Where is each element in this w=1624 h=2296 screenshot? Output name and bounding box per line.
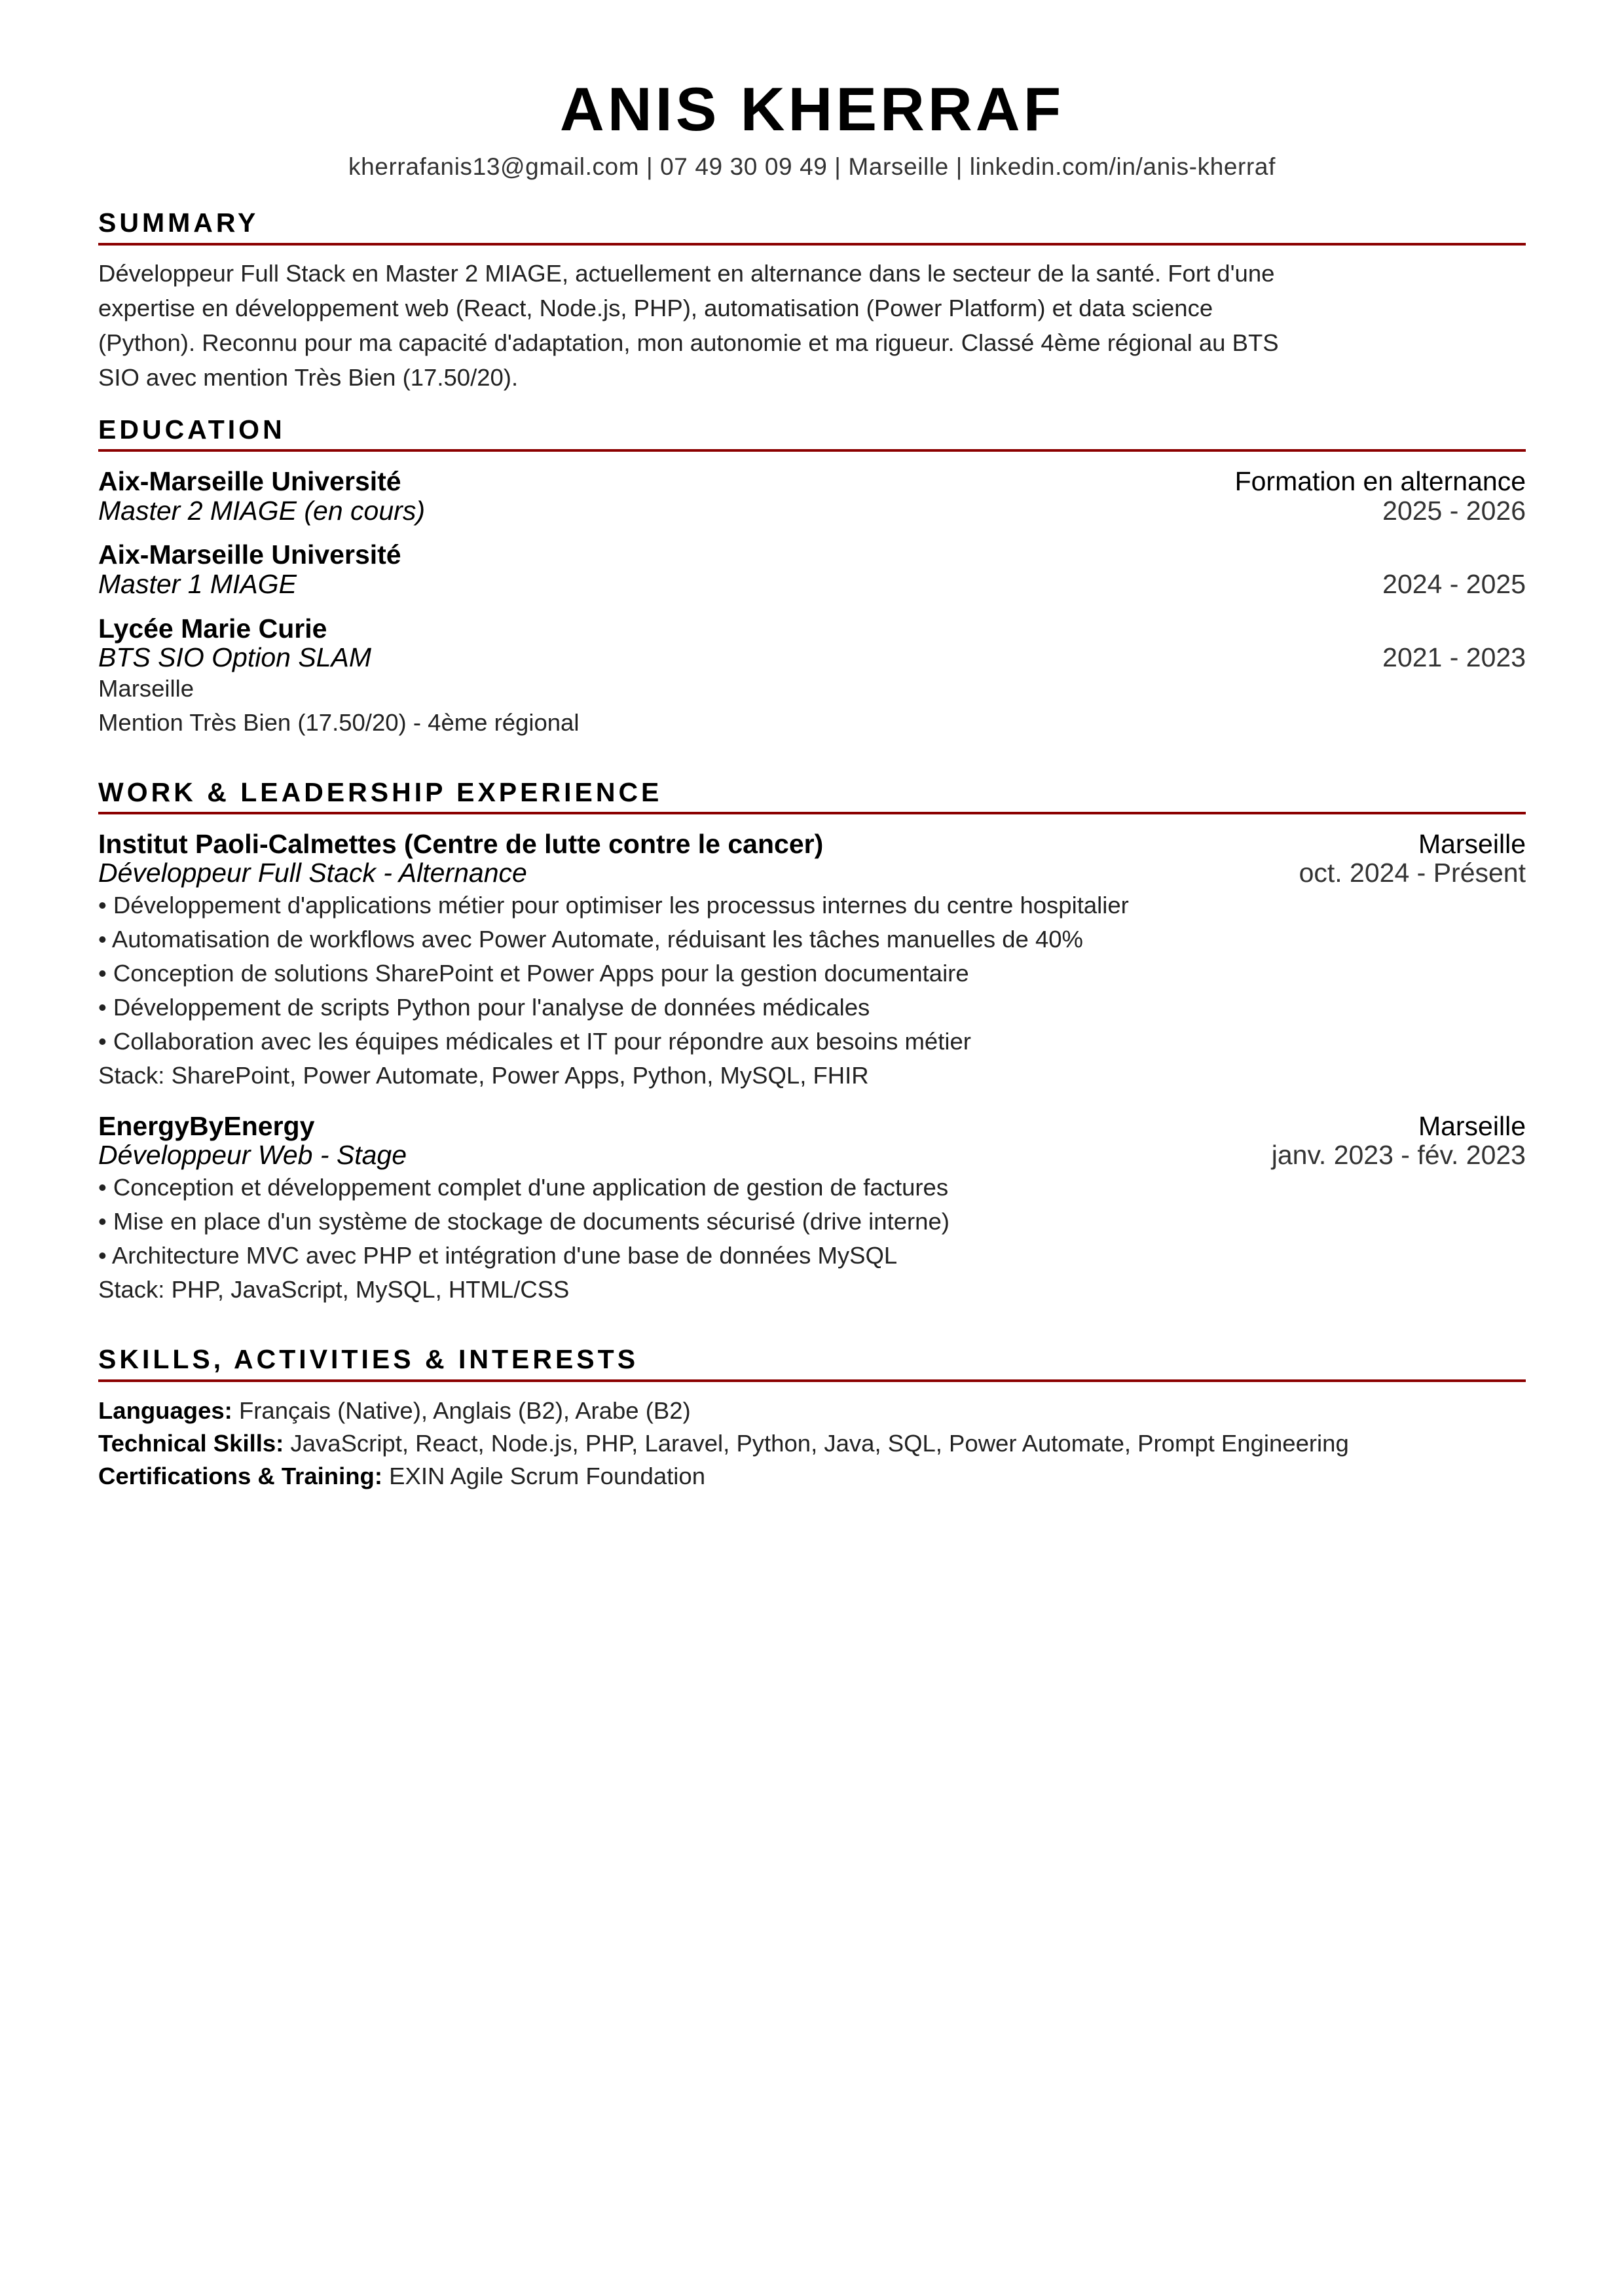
skill-label: Certifications & Training: bbox=[98, 1463, 382, 1489]
job-bullet: • Développement d'applications métier pour optimiser les processus internes du centre hospitalier bbox=[98, 892, 1129, 919]
job-role: Développeur Web - Stage bbox=[98, 1140, 407, 1170]
section-title-experience: WORK & LEADERSHIP EXPERIENCE bbox=[98, 777, 663, 807]
summary-line: expertise en développement web (React, Node.js, PHP), automatisation (Power Platform) et data science bbox=[98, 295, 1213, 321]
school-name: Aix-Marseille Université bbox=[98, 539, 401, 570]
school-location: Marseille bbox=[98, 675, 194, 702]
program-type: Formation en alternance bbox=[1234, 466, 1526, 496]
section-title-skills: SKILLS, ACTIVITIES & INTERESTS bbox=[98, 1344, 639, 1374]
education-note: Mention Très Bien (17.50/20) - 4ème régional bbox=[98, 709, 580, 736]
job-bullet: • Collaboration avec les équipes médicales et IT pour répondre aux besoins métier bbox=[98, 1028, 971, 1055]
summary-line: Développeur Full Stack en Master 2 MIAGE, actuellement en alternance dans le secteur de la santé. Fort d'une bbox=[98, 260, 1275, 287]
degree-name: Master 1 MIAGE bbox=[98, 569, 297, 599]
degree-name: Master 2 MIAGE (en cours) bbox=[98, 496, 425, 526]
skill-row-technical bbox=[98, 1427, 1349, 1460]
job-bullet: • Architecture MVC avec PHP et intégration d'une base de données MySQL bbox=[98, 1242, 898, 1269]
section-divider bbox=[98, 1379, 1526, 1382]
candidate-name: ANIS KHERRAF bbox=[559, 75, 1065, 143]
section-divider bbox=[98, 812, 1526, 814]
section-title-education: EDUCATION bbox=[98, 414, 286, 445]
section-divider bbox=[98, 449, 1526, 452]
job-location: Marseille bbox=[1418, 1111, 1526, 1141]
job-dates: janv. 2023 - fév. 2023 bbox=[1271, 1140, 1526, 1170]
skill-value: Français (Native), Anglais (B2), Arabe (B2) bbox=[232, 1397, 691, 1424]
skill-label: Languages: bbox=[98, 1397, 232, 1424]
job-role: Développeur Full Stack - Alternance bbox=[98, 858, 527, 888]
skill-row-languages bbox=[98, 1394, 691, 1427]
contact-line: kherrafanis13@gmail.com | 07 49 30 09 49 | Marseille | linkedin.com/in/anis-kherraf bbox=[348, 153, 1276, 180]
job-bullet: • Conception de solutions SharePoint et Power Apps pour la gestion documentaire bbox=[98, 960, 969, 987]
education-dates: 2024 - 2025 bbox=[1382, 569, 1526, 599]
job-bullet: • Développement de scripts Python pour l'analyse de données médicales bbox=[98, 994, 870, 1021]
job-bullet: • Automatisation de workflows avec Power Automate, réduisant les tâches manuelles de 40% bbox=[98, 926, 1084, 953]
job-bullet: • Mise en place d'un système de stockage de documents sécurisé (drive interne) bbox=[98, 1208, 950, 1235]
skill-label: Technical Skills: bbox=[98, 1430, 284, 1457]
job-stack: Stack: PHP, JavaScript, MySQL, HTML/CSS bbox=[98, 1276, 570, 1303]
company-name: EnergyByEnergy bbox=[98, 1111, 315, 1141]
education-dates: 2025 - 2026 bbox=[1382, 496, 1526, 526]
skill-value: EXIN Agile Scrum Foundation bbox=[382, 1463, 705, 1489]
section-title-summary: SUMMARY bbox=[98, 208, 259, 238]
section-divider bbox=[98, 243, 1526, 246]
job-dates: oct. 2024 - Présent bbox=[1299, 858, 1526, 888]
degree-name: BTS SIO Option SLAM bbox=[98, 642, 371, 672]
job-stack: Stack: SharePoint, Power Automate, Power Apps, Python, MySQL, FHIR bbox=[98, 1062, 869, 1089]
skill-value: JavaScript, React, Node.js, PHP, Laravel, Python, Java, SQL, Power Automate, Prompt Engineering bbox=[284, 1430, 1349, 1457]
school-name: Lycée Marie Curie bbox=[98, 613, 327, 644]
school-name: Aix-Marseille Université bbox=[98, 466, 401, 496]
education-dates: 2021 - 2023 bbox=[1382, 642, 1526, 672]
skill-row-certifications bbox=[98, 1460, 705, 1493]
job-bullet: • Conception et développement complet d'une application de gestion de factures bbox=[98, 1174, 949, 1201]
company-name: Institut Paoli-Calmettes (Centre de lutte contre le cancer) bbox=[98, 829, 824, 859]
summary-line: SIO avec mention Très Bien (17.50/20). bbox=[98, 364, 519, 391]
summary-line: (Python). Reconnu pour ma capacité d'adaptation, mon autonomie et ma rigueur. Classé 4ème régional au BTS bbox=[98, 329, 1279, 356]
job-location: Marseille bbox=[1418, 829, 1526, 859]
